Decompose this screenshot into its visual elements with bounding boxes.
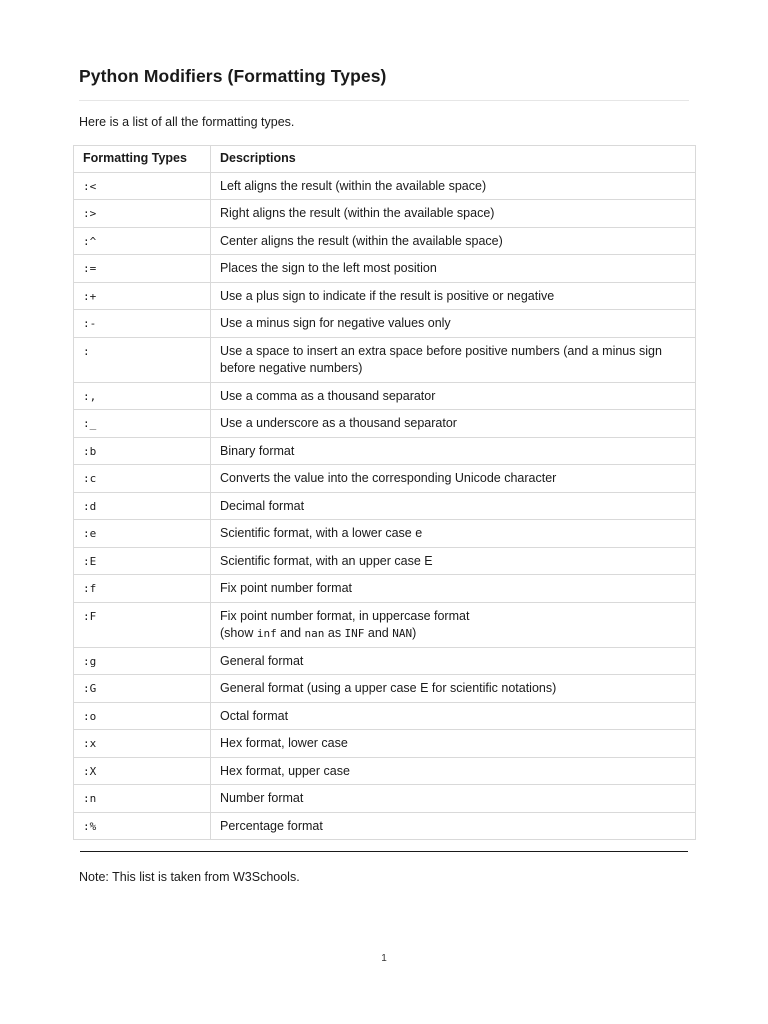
format-code-cell: :o [74,702,211,730]
description-text: Use a underscore as a thousand separator [220,416,457,430]
table-row [74,310,696,338]
description-text: (show [220,626,257,640]
description-text: as [324,626,345,640]
format-code-cell: :> [74,200,211,228]
format-code-cell: :X [74,757,211,785]
format-description-cell [211,575,696,603]
format-description-cell [211,172,696,200]
format-code-cell: :+ [74,282,211,310]
format-description-cell [211,702,696,730]
description-text: Scientific format, with a lower case e [220,526,423,540]
description-text: Right aligns the result (within the available space) [220,206,495,220]
format-description-cell [211,255,696,283]
column-header-formatting-types: Formatting Types [74,146,211,173]
description-text: Use a space to insert an extra space before positive numbers (and a minus sign before negative numbers) [220,343,662,375]
inline-code: INF [344,627,365,640]
table-row [74,757,696,785]
format-description-cell [211,465,696,493]
description-text: ) [412,626,417,640]
format-description-cell [211,282,696,310]
note-divider [80,851,688,852]
table-row [74,785,696,813]
table-row [74,382,696,410]
intro-text: Here is a list of all the formatting types. [79,115,295,129]
footnote: Note: This list is taken from W3Schools. [79,870,300,884]
description-text: and [276,626,305,640]
table-row [74,702,696,730]
inline-code: NAN [392,627,413,640]
page-title: Python Modifiers (Formatting Types) [79,66,387,86]
description-text: Hex format, lower case [220,736,348,750]
table-row [74,337,696,382]
format-description-cell [211,382,696,410]
format-code-cell: :e [74,520,211,548]
table-row [74,647,696,675]
table-row [74,465,696,493]
table-row [74,812,696,840]
table-row [74,227,696,255]
table-row [74,547,696,575]
inline-code: inf [256,627,277,640]
format-description-cell [211,602,696,647]
format-code-cell: :E [74,547,211,575]
format-description-cell [211,520,696,548]
table-row [74,437,696,465]
description-text: Use a comma as a thousand separator [220,388,436,403]
description-text: Fix point number format [220,581,352,595]
format-code-cell: :- [74,310,211,338]
format-code-cell: :, [74,382,211,410]
format-description-cell [211,812,696,840]
format-description-cell [211,675,696,703]
format-description-cell [211,410,696,438]
format-code-cell: :d [74,492,211,520]
description-text: Center aligns the result (within the available space) [220,233,503,248]
column-header-descriptions: Descriptions [211,146,696,173]
format-description-cell [211,547,696,575]
table-row [74,602,696,647]
table-row [74,520,696,548]
description-text: Use a plus sign to indicate if the result is positive or negative [220,288,555,303]
format-description-cell [211,310,696,338]
table-header-row [74,146,696,173]
format-description-cell [211,200,696,228]
format-code-cell: :f [74,575,211,603]
table-row [74,675,696,703]
description-text: Left aligns the result (within the available space) [220,178,487,193]
format-code-cell: :^ [74,227,211,255]
format-description-cell [211,757,696,785]
format-code-cell: :G [74,675,211,703]
page-number: 1 [381,953,387,964]
title-divider [79,100,689,101]
format-code-cell: := [74,255,211,283]
description-text: Number format [220,791,304,805]
description-text: Binary format [220,443,295,458]
table-row [74,172,696,200]
format-code-cell: :_ [74,410,211,438]
description-text: Use a minus sign for negative values only [220,316,451,330]
format-code-cell: :c [74,465,211,493]
format-description-cell [211,492,696,520]
description-text: Octal format [220,708,289,723]
table-row [74,575,696,603]
description-text: General format (using a upper case E for scientific notations) [220,681,557,695]
format-description-cell [211,337,696,382]
format-code-cell: :b [74,437,211,465]
table-row [74,492,696,520]
inline-code: nan [304,627,325,640]
table-row [74,730,696,758]
description-text: Places the sign to the left most position [220,261,437,275]
format-code-cell: :< [74,172,211,200]
description-text: Percentage format [220,818,323,833]
description-text: Fix point number format, in uppercase format [220,608,470,623]
format-code-cell: :x [74,730,211,758]
description-text: General format [220,653,304,668]
table-body [74,172,696,840]
format-code-cell: :F [74,602,211,647]
format-description-cell [211,785,696,813]
format-description-cell [211,730,696,758]
description-text: Converts the value into the corresponding Unicode character [220,471,557,485]
formatting-types-table [73,145,696,840]
table-row [74,200,696,228]
table-row [74,410,696,438]
format-code-cell: :n [74,785,211,813]
format-description-cell [211,437,696,465]
format-code-cell: :% [74,812,211,840]
format-description-cell [211,647,696,675]
table-row [74,282,696,310]
description-text: Hex format, upper case [220,763,350,778]
format-code-cell: :g [74,647,211,675]
format-code-cell: : [74,337,211,382]
description-text: Decimal format [220,498,305,513]
description-text: Scientific format, with an upper case E [220,553,433,568]
format-description-cell [211,227,696,255]
table-row [74,255,696,283]
description-text: and [364,626,393,640]
